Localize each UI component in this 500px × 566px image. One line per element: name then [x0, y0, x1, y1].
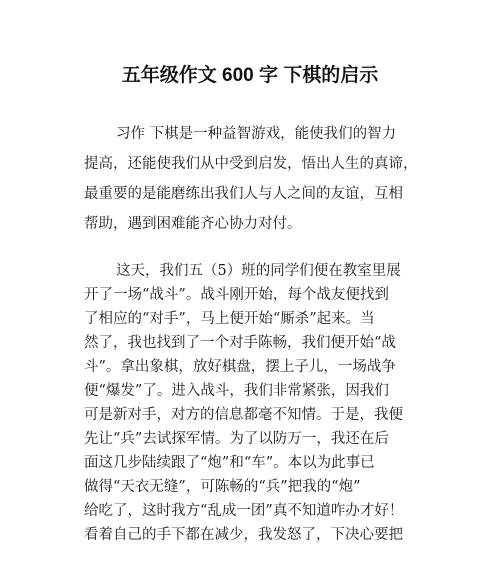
- text-line: 做得“天衣无缝”，可陈畅的“兵”把我的“炮”: [84, 479, 361, 495]
- text-line: 先让“兵”去试探军情。为了以防万一，我还在后: [84, 431, 389, 447]
- text-line: 给吃了，这时我方“乱成一团”真不知道咋办才好！: [84, 503, 404, 519]
- text-line: 这天，我们五（5）班的同学们便在教室里展: [116, 263, 401, 279]
- text-line: 可是新对手，对方的信息都毫不知情。于是，我便: [84, 407, 403, 423]
- text-line: 然了，我也找到了一个对手陈畅，我们便开始“战: [84, 335, 396, 351]
- text-line: 便“爆发”了。进入战斗，我们非常紧张，因我们: [84, 383, 389, 399]
- text-line: 看着自己的手下都在减少，我发怒了，下决心要把: [84, 527, 403, 543]
- text-line: 了相应的“对手”，马上便开始“厮杀”起来。当: [84, 311, 375, 327]
- text-line: 开了一场“战斗”。战斗刚开始，每个战友便找到: [84, 287, 389, 303]
- text-line: 帮助，遇到困难能齐心协力对付。: [84, 216, 302, 232]
- document-title: 五年级作文 600 字 下棋的启示: [121, 65, 379, 86]
- text-line: 面这几步陆续跟了“炮”和“车”。本以为此事已: [84, 455, 375, 471]
- text-line: 最重要的是能磨练出我们人与人之间的友谊，互相: [84, 186, 403, 202]
- text-line: 斗”。拿出象棋，放好棋盘，摆上子儿，一场战争: [84, 359, 396, 375]
- text-line: 提高，还能使我们从中受到启发，悟出人生的真谛，: [84, 156, 418, 172]
- text-line: 习作 下棋是一种益智游戏，能使我们的智力: [116, 126, 397, 142]
